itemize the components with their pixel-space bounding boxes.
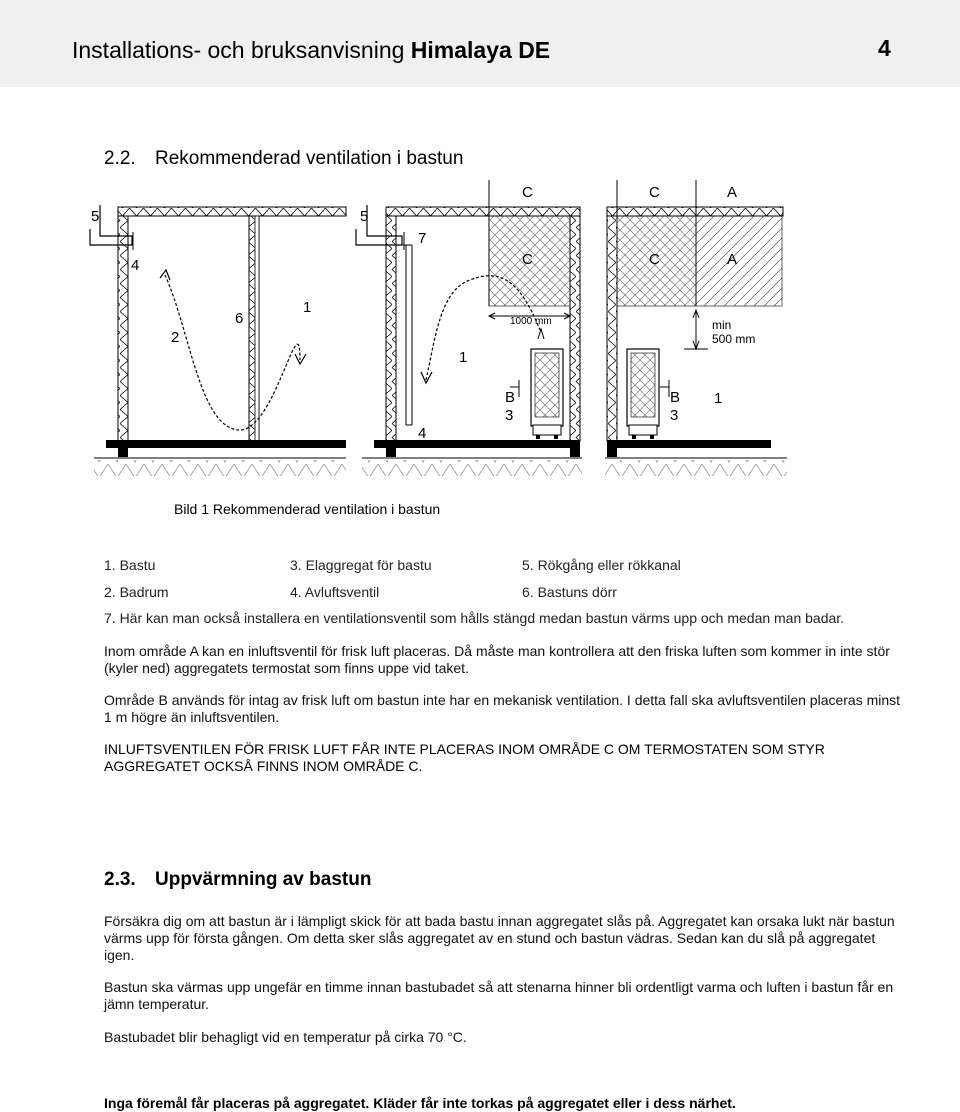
label-c-top-d3: C (649, 184, 660, 201)
paragraph-area-b: Område B används för intag av frisk luft om bastun inte har en mekanisk ventilation. I detta fall ska avluftsventilen placeras minst 1 m högre än inluftsventilen. (104, 692, 901, 725)
legend-item-2: 2. Badrum (104, 584, 169, 600)
page-header (0, 0, 960, 87)
label-6: 6 (235, 310, 244, 327)
section-heading-heating: 2.3. Uppvärmning av bastun (104, 869, 372, 890)
label-500mm: 500 mm (712, 332, 756, 346)
label-3-d2: 3 (505, 407, 514, 424)
label-4-d2: 4 (418, 425, 427, 442)
label-b-d2: B (505, 389, 516, 406)
label-5-d1: 5 (91, 208, 100, 225)
paragraph-heating-2: Bastun ska värmas upp ungefär en timme innan bastubadet så att stenarna hinner bli ordentligt varma och luften i bastun får en jämn temperatur. (104, 979, 894, 1012)
legend-item-5: 5. Rökgång eller rökkanal (522, 557, 681, 573)
figure-caption: Bild 1 Rekommenderad ventilation i bastun (174, 501, 441, 517)
diagram-2 (356, 180, 582, 476)
paragraph-area-a: Inom område A kan en inluftsventil för frisk luft placeras. Då måste man kontrollera att den friska luften som kommer in inte stör (kyler ned) aggregatets termostat som finns uppe vid taket. (104, 643, 890, 676)
paragraph-heating-3: Bastubadet blir behagligt vid en temperatur på cirka 70 °C. (104, 1029, 467, 1045)
label-c-inner-d2: C (522, 251, 533, 268)
label-1-d1: 1 (303, 299, 312, 316)
label-7: 7 (418, 230, 427, 247)
diagram-3 (605, 180, 787, 476)
label-b-d3: B (670, 389, 681, 406)
label-1-d3: 1 (714, 390, 723, 407)
legend-item-6: 6. Bastuns dörr (522, 584, 617, 600)
legend-item-4: 4. Avluftsventil (290, 584, 380, 600)
label-c-top-d2: C (522, 184, 533, 201)
paragraph-area-c-warning: INLUFTSVENTILEN FÖR FRISK LUFT FÅR INTE PLACERAS INOM OMRÅDE C OM TERMOSTATEN SOM STYR AGGREGATET OCKSÅ FINNS INOM OMRÅDE C. (104, 741, 825, 774)
label-1000mm: 1000 mm (510, 316, 552, 327)
label-min: min (712, 318, 732, 332)
label-2: 2 (171, 329, 180, 346)
label-a-inner: A (727, 251, 738, 268)
paragraph-heating-1: Försäkra dig om att bastun är i lämpligt skick för att bada bastu innan aggregatet slås på. Aggregatet kan orsaka lukt när bastun värms upp för första gången. Om detta sker slås aggregatet av en stund och bastun vädras. Sedan kan du slå på aggregatet igen. (104, 913, 895, 963)
label-5-d2: 5 (360, 208, 369, 225)
label-a-top: A (727, 184, 738, 201)
legend-item-3: 3. Elaggregat för bastu (290, 557, 432, 573)
ventilation-diagram (80, 175, 800, 485)
label-c-inner-d3: C (649, 251, 660, 268)
label-1-d2: 1 (459, 349, 468, 366)
legend-item-7: 7. Här kan man också installera en ventilationsventil som hålls stängd medan bastun värms upp och medan man badar. (104, 610, 845, 626)
warning-text: Inga föremål får placeras på aggregatet. Kläder får inte torkas på aggregatet eller i dess närhet. (104, 1095, 736, 1111)
label-4-d1: 4 (131, 257, 140, 274)
label-3-d3: 3 (670, 407, 679, 424)
section-heading-ventilation: 2.2. Rekommenderad ventilation i bastun (104, 148, 464, 169)
diagram-1 (90, 205, 346, 476)
page-number: 4 (878, 35, 891, 61)
document-title: Installations- och bruksanvisning Himalaya DE (72, 37, 551, 63)
legend-item-1: 1. Bastu (104, 557, 156, 573)
